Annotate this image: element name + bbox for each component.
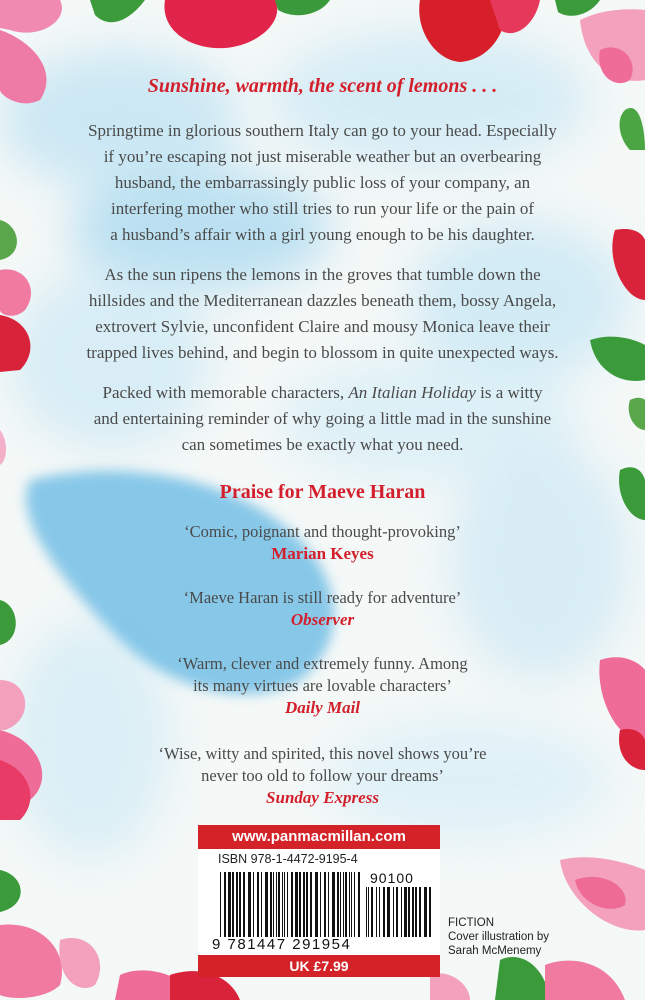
blurb-line: and entertaining reminder of why going a little mad in the sunshine [93,409,552,428]
blurb-line: husband, the embarrassingly public loss of your company, an [114,173,531,192]
barcode-addon-number: 90100 [370,870,414,886]
blurb-text: is a witty [475,383,543,402]
credit-line: Cover illustration by [448,931,549,943]
barcode-bar [224,872,226,937]
barcode-bar [345,872,347,937]
barcode-bar [282,872,283,937]
barcode-bar [343,872,344,937]
barcode-bar [278,872,280,937]
barcode-bar [236,872,238,937]
barcode-bar [383,887,385,937]
blurb-line [60,380,585,406]
barcode-bar [320,872,321,937]
praise-heading: Praise for Maeve Haran [219,481,426,503]
barcode-bar [257,872,259,937]
quote-source: Sunday Express [266,788,379,807]
barcode-bar [306,872,308,937]
barcode-bar [291,872,293,937]
review-quote [80,743,565,809]
barcode-panel [198,825,440,977]
quote-text: ‘Maeve Haran is still ready for adventure’ [183,588,462,607]
barcode-bar [349,872,350,937]
barcode-bar [265,872,268,937]
barcode-bar [310,872,312,937]
barcode-bar [393,887,394,937]
tagline: Sunshine, warmth, the scent of lemons . . . [147,75,498,97]
review-quote [80,521,565,565]
barcode-bar [332,872,335,937]
barcode-bar [276,872,277,937]
barcode-bar [324,872,326,937]
barcode-bar [354,872,355,937]
barcode-bar [273,872,274,937]
quote-text: ‘Warm, clever and extremely funny. Among [177,654,468,673]
barcode-bar [371,887,373,937]
barcode-bar [351,872,352,937]
quote-text: its many virtues are lovable characters’ [193,676,452,695]
barcode-bar [287,872,288,937]
blurb-line: extrovert Sylvie, unconfident Claire and mousy Monica leave their [95,317,550,336]
barcode-bar [419,887,421,937]
barcode-bar [429,887,431,937]
blurb-line: can sometimes be exactly what you need. [181,435,464,454]
quote-source: Observer [290,610,355,629]
blurb-line: Springtime in glorious southern Italy can go to your head. Especially [88,121,557,140]
blurb-line: As the sun ripens the lemons in the groves that tumble down the [104,265,541,284]
review-quote [80,653,565,719]
barcode-bar [415,887,417,937]
quote-source: Marian Keyes [271,544,374,563]
barcode-bar [243,872,245,937]
quote-source: Daily Mail [284,698,361,717]
blurb-paragraph-1 [60,118,585,248]
review-quote [80,587,565,631]
barcode-bar [248,872,251,937]
barcode-bar [228,872,231,937]
barcode-bar [315,872,318,937]
barcode-bar [261,872,262,937]
blurb-line: a husband’s affair with a girl young enough to be his daughter. [110,225,535,244]
blurb-line: trapped lives behind, and begin to blossom in quite unexpected ways. [86,343,559,362]
side-info [448,916,588,958]
barcode-bar [299,872,301,937]
quote-text: ‘Comic, poignant and thought-provoking’ [184,522,461,541]
barcode-bar [396,887,398,937]
barcode-bar [358,872,360,937]
barcode-bar [253,872,254,937]
barcode-bar [270,872,272,937]
barcode-bar [376,887,377,937]
book-title: An Italian Holiday [348,383,476,402]
barcode-bar [368,887,369,937]
barcode-bar [284,872,285,937]
quote-text: never too old to follow your dreams’ [201,766,444,785]
barcode-bar [220,872,221,937]
blurb-line: hillsides and the Mediterranean dazzles beneath them, bossy Angela, [88,291,557,310]
barcode-bar [303,872,305,937]
price-label: UK £7.99 [198,955,440,977]
barcode-bar [232,872,234,937]
barcode-bar [408,887,410,937]
credit-line: Sarah McMenemy [448,945,542,957]
barcode-bar [404,887,407,937]
barcode-bar [412,887,414,937]
barcode-bar [366,887,367,937]
quote-text: ‘Wise, witty and spirited, this novel shows you’re [158,744,487,763]
barcode-bar [295,872,298,937]
barcode-bar [337,872,339,937]
barcode-bar [387,887,390,937]
blurb-paragraph-2 [60,262,585,366]
blurb-paragraph-3 [60,380,585,458]
blurb-text: Packed with memorable characters, [102,383,349,402]
barcode-bar [424,887,427,937]
isbn-label: ISBN 978-1-4472-9195-4 [218,852,358,866]
barcode-bar [328,872,329,937]
barcode-bar [401,887,402,937]
barcode-bar [239,872,241,937]
barcode-bar [340,872,341,937]
barcode-digits: 9 781447 291954 [212,936,352,953]
barcode-bar [379,887,380,937]
blurb-line: if you’re escaping not just miserable weather but an overbearing [103,147,542,166]
genre-label: FICTION [448,917,494,929]
blurb-line: interfering mother who still tries to run your life or the pain of [110,199,534,218]
publisher-url[interactable]: www.panmacmillan.com [198,825,440,849]
